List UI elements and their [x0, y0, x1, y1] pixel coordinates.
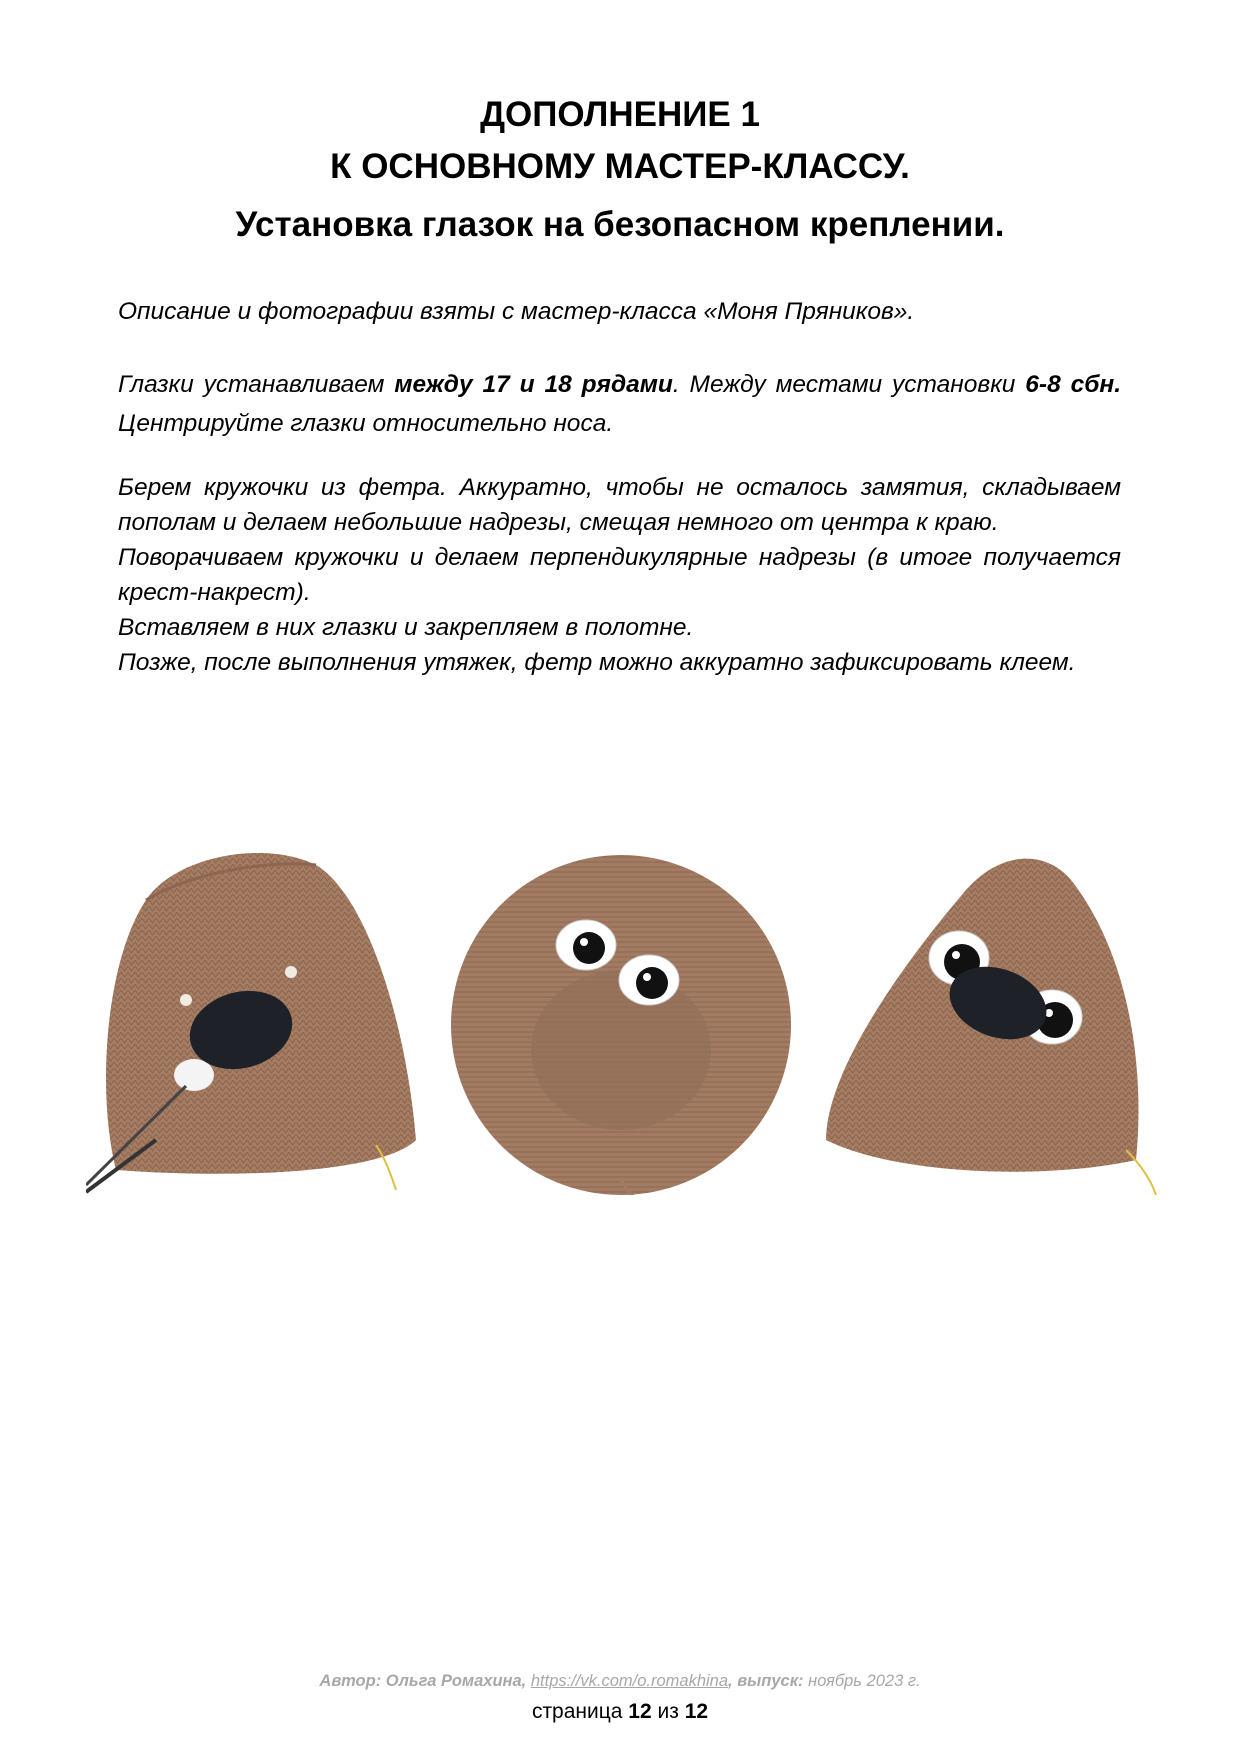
issue-date: ноябрь 2023 г. [803, 1672, 921, 1690]
header-line-3: Установка глазок на безопасном креплении. [235, 205, 1005, 244]
page-word: страница [531, 1700, 629, 1723]
intro-paragraph: Описание и фотографии взяты с мастер-класса «Моня Пряников». [118, 298, 915, 325]
placement-paragraph [118, 365, 1121, 443]
placement-text-e: Центрируйте глазки относительно носа. [118, 410, 614, 437]
footer-credits [0, 1672, 1240, 1691]
header-line-1: ДОПОЛНЕНИЕ 1 [480, 95, 760, 134]
page-current: 12 [628, 1700, 652, 1723]
author-link[interactable]: https://vk.com/o.romakhina [530, 1672, 729, 1690]
steps-paragraph [118, 470, 1121, 680]
placement-text-a: Глазки устанавливаем [118, 371, 395, 398]
step-4: Позже, после выполнения утяжек, фетр можно аккуратно зафиксировать клеем. [118, 649, 1076, 676]
step-1: Берем кружочки из фетра. Аккуратно, чтобы не осталось замятия, складываем пополам и делаем небольшие надрезы, смещая немного от центра к краю. [118, 474, 1121, 536]
issue-label: , выпуск: [728, 1672, 804, 1690]
placement-stitches: 6-8 сбн. [1025, 371, 1121, 398]
placement-rows: между 17 и 18 рядами [394, 371, 673, 398]
photo-strip [86, 840, 1162, 1195]
author-label: Автор: [319, 1672, 382, 1690]
page-number [0, 1700, 1240, 1724]
author-name: Ольга Ромахина, [381, 1672, 531, 1690]
header-line-2: К ОСНОВНОМУ МАСТЕР-КЛАССУ. [330, 147, 910, 186]
photo-cap-nose-needle [86, 853, 416, 1192]
step-3: Вставляем в них глазки и закрепляем в полотне. [118, 614, 694, 641]
photo-yarn-ball-eyes [451, 855, 791, 1195]
photo-cap-nose-eyes [826, 859, 1156, 1195]
placement-text-c: . Между местами установки [672, 371, 1026, 398]
eye-left [556, 920, 616, 970]
page-of: из [651, 1700, 685, 1723]
step-2: Поворачиваем кружочки и делаем перпендикулярные надрезы (в итоге получается крест-накрест). [118, 544, 1121, 606]
page-total: 12 [684, 1700, 709, 1723]
eye-right [619, 955, 679, 1005]
